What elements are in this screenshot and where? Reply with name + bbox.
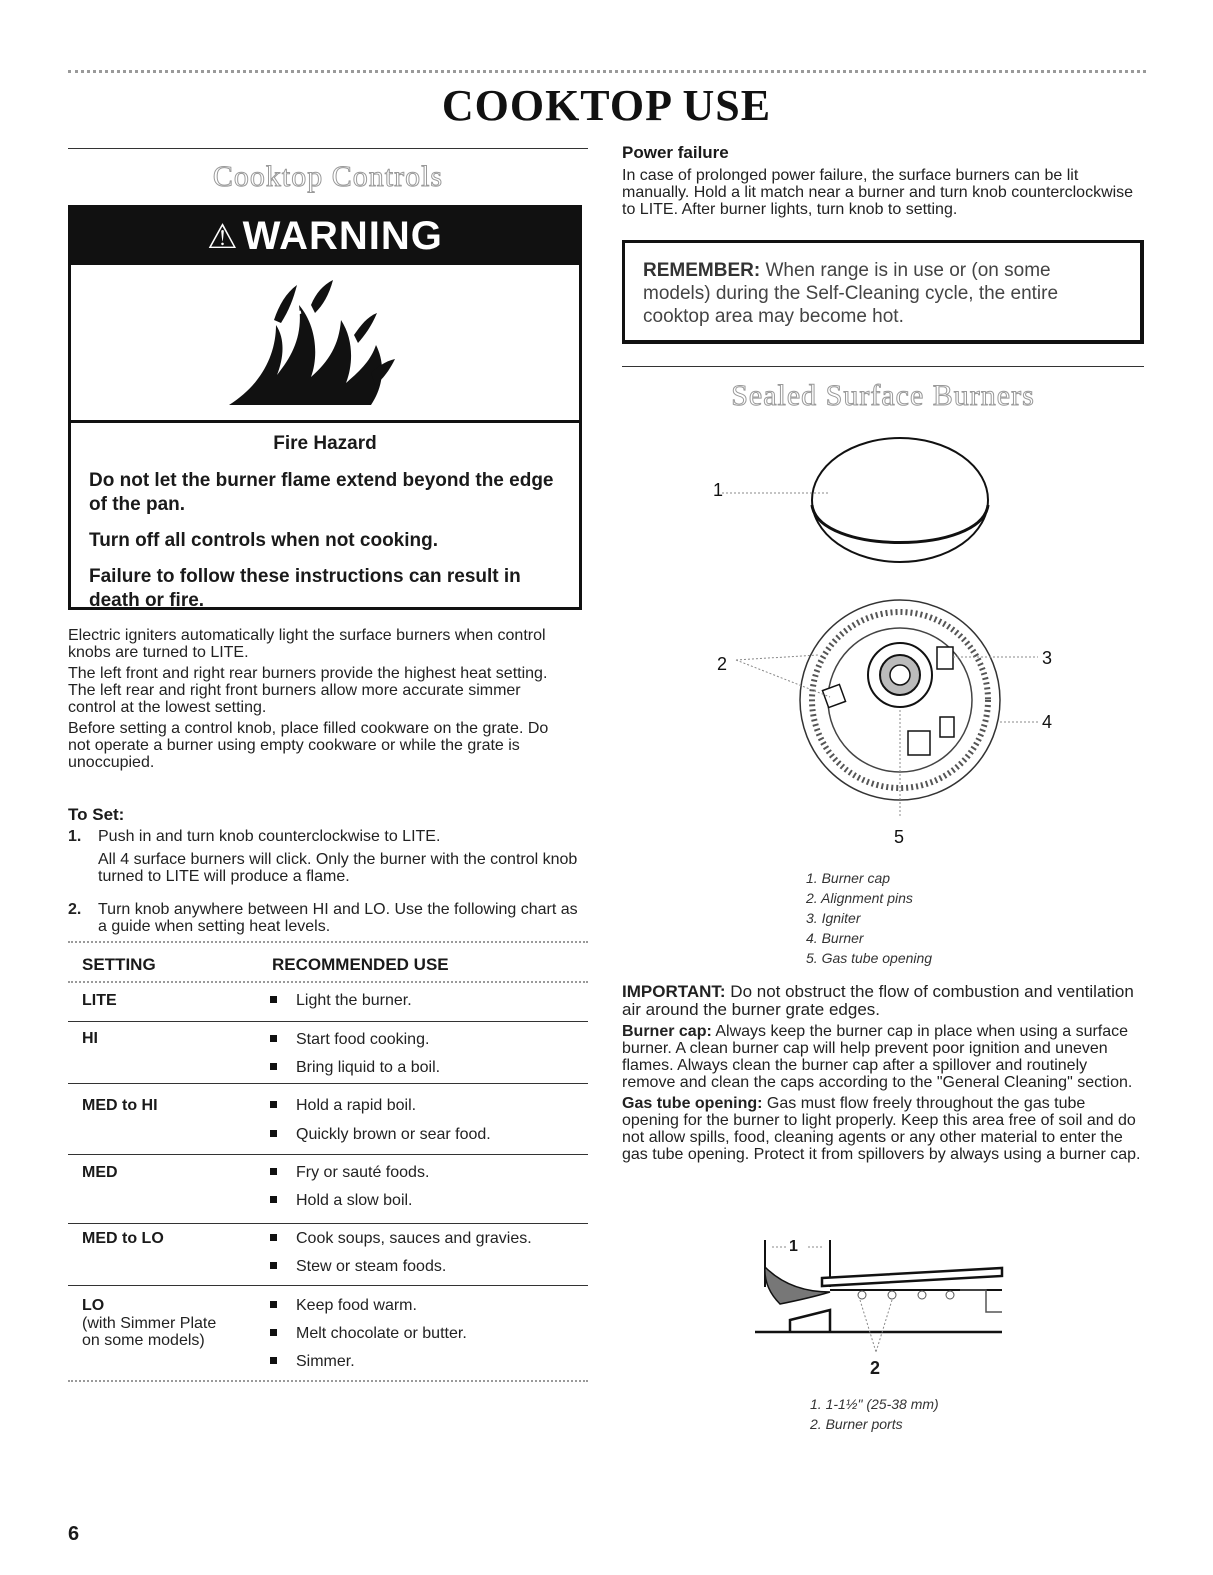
- setting-note: (with Simmer Plate: [82, 1315, 217, 1332]
- flame-height-callout-2: 2: [870, 1358, 881, 1378]
- table-top-rule: [68, 941, 588, 943]
- table-row: [68, 1154, 588, 1224]
- flame-icon: [71, 265, 579, 423]
- caption: 5. Gas tube opening: [806, 950, 933, 966]
- recommended-use: Melt chocolate or butter.: [270, 1325, 467, 1343]
- setting-name: LITE: [82, 992, 117, 1009]
- table-bottom-rule: [68, 1380, 588, 1382]
- page-title: COOKTOP USE: [441, 81, 772, 130]
- bullet-icon: [270, 1168, 277, 1175]
- flame-height-captions: [810, 1394, 939, 1434]
- gas-tube-text: Gas must flow freely throughout the gas tube opening for the burner to light properly. Keep this area free of soil and do not allow spills, food, cleaning agents or any other material to enter the gas tube opening. Protect it from spillovers by always using a burner cap.: [622, 1095, 1141, 1163]
- warning-box: [68, 205, 582, 610]
- remember-box: [622, 240, 1144, 344]
- recommended-use: Bring liquid to a boil.: [270, 1059, 440, 1077]
- setting-name: MED: [82, 1164, 118, 1181]
- setting-name: LO: [82, 1297, 105, 1314]
- bullet-icon: [270, 1262, 277, 1269]
- warning-header: [71, 208, 579, 265]
- warning-line: Do not let the burner flame extend beyond the edge of the pan.: [89, 470, 554, 515]
- page-number: 6: [68, 1523, 80, 1545]
- gas-tube-label: Gas tube opening:: [622, 1095, 763, 1112]
- callout-1: 1: [713, 480, 724, 500]
- recommended-use: Start food cooking.: [270, 1031, 429, 1049]
- step-text: Turn knob anywhere between HI and LO. Use the following chart as a guide when setting heat levels.: [98, 901, 578, 935]
- controls-description: [68, 627, 568, 775]
- caption: 2. Burner ports: [810, 1416, 903, 1432]
- important-text: Do not obstruct the flow of combustion and ventilation air around the burner grate edges.: [622, 982, 1134, 1019]
- step-number: 1.: [68, 828, 82, 845]
- top-rule: [68, 70, 1146, 73]
- bullet-icon: [270, 1234, 277, 1241]
- caption: 4. Burner: [806, 930, 864, 946]
- bullet-icon: [270, 1130, 277, 1137]
- step-1: [68, 828, 588, 885]
- warning-line: Turn off all controls when not cooking.: [89, 530, 439, 551]
- callout-3: 3: [1042, 648, 1053, 668]
- paragraph: Electric igniters automatically light the surface burners when control knobs are turned to LITE.: [68, 627, 546, 661]
- remember-label: REMEMBER:: [643, 260, 761, 281]
- power-failure-heading: Power failure: [622, 143, 729, 162]
- warning-triangle-icon: ⚠: [207, 217, 239, 256]
- burner-captions: [806, 868, 932, 968]
- recommended-use: Simmer.: [270, 1353, 355, 1371]
- recommended-use: Fry or sauté foods.: [270, 1164, 429, 1182]
- callout-2: 2: [717, 654, 728, 674]
- bullet-icon: [270, 1101, 277, 1108]
- burner-diagram: [700, 425, 1070, 850]
- power-failure-text: In case of prolonged power failure, the surface burners can be lit manually. Hold a lit match near a burner and turn knob counterclockwise to LITE. After burner lights, turn knob to setting.: [622, 167, 1134, 218]
- important-label: IMPORTANT:: [622, 982, 726, 1001]
- table-row: [68, 1083, 588, 1155]
- callout-5: 5: [894, 827, 905, 847]
- warning-line: Failure to follow these instructions can result in death or fire.: [89, 566, 521, 611]
- bullet-icon: [270, 1063, 277, 1070]
- caption: 1. Burner cap: [806, 870, 891, 886]
- step-note: All 4 surface burners will click. Only the burner with the control knob turned to LITE will produce a flame.: [98, 851, 578, 885]
- burner-cap-label: Burner cap:: [622, 1023, 712, 1040]
- recommended-use: Hold a rapid boil.: [270, 1097, 416, 1115]
- setting-note: on some models): [82, 1332, 205, 1349]
- burner-cap-text: Always keep the burner cap in place when using a surface burner. A clean burner cap will help prevent poor ignition and uneven flames. Always clean the burner cap after a spillover and routinely remove and clean the caps according to the "General Cleaning" section.: [622, 1023, 1133, 1091]
- burner-notes: [622, 983, 1144, 1167]
- section-rule: [622, 366, 1144, 367]
- caption: 3. Igniter: [806, 910, 861, 926]
- recommended-use: Hold a slow boil.: [270, 1192, 413, 1210]
- table-header-rule: [68, 981, 588, 983]
- step-text: Push in and turn knob counterclockwise to LITE.: [98, 828, 441, 845]
- warning-label: WARNING: [242, 214, 443, 258]
- table-header-setting: SETTING: [82, 955, 156, 974]
- bullet-icon: [270, 1329, 277, 1336]
- bullet-icon: [270, 1357, 277, 1364]
- recommended-use: Quickly brown or sear food.: [270, 1126, 491, 1144]
- paragraph: The left front and right rear burners provide the highest heat setting. The left rear and right front burners allow more accurate simmer control at the lowest setting.: [68, 665, 548, 716]
- remember-text: When range is in use or (on some models) during the Self-Cleaning cycle, the entire cooktop area may become hot.: [643, 260, 1059, 327]
- table-row: [68, 1223, 588, 1286]
- flame-height-callout-1: 1: [789, 1238, 798, 1255]
- step-number: 2.: [68, 901, 82, 918]
- bullet-icon: [270, 1035, 277, 1042]
- setting-name: MED to LO: [82, 1230, 164, 1247]
- caption: 2. Alignment pins: [806, 890, 913, 906]
- bullet-icon: [270, 1301, 277, 1308]
- section-rule: [68, 148, 588, 149]
- to-set-heading: To Set:: [68, 805, 125, 824]
- table-row: [68, 1021, 588, 1084]
- caption: 1. 1-1½" (25-38 mm): [810, 1396, 939, 1412]
- paragraph: Before setting a control knob, place filled cookware on the grate. Do not operate a burner using empty cookware or while the grate is unoccupied.: [68, 720, 549, 771]
- recommended-use: Stew or steam foods.: [270, 1258, 446, 1276]
- table-row: [68, 1285, 588, 1376]
- cooktop-controls-heading: Cooktop Controls: [212, 160, 444, 193]
- bullet-icon: [270, 1196, 277, 1203]
- table-row: [68, 986, 588, 1021]
- bullet-icon: [270, 996, 277, 1003]
- setting-name: HI: [82, 1030, 98, 1047]
- step-2: [68, 901, 588, 935]
- recommended-use: Keep food warm.: [270, 1297, 417, 1315]
- table-header-use: RECOMMENDED USE: [272, 955, 449, 974]
- callout-4: 4: [1042, 712, 1053, 732]
- recommended-use: Cook soups, sauces and gravies.: [270, 1230, 532, 1248]
- recommended-use: Light the burner.: [270, 992, 412, 1010]
- setting-name: MED to HI: [82, 1097, 158, 1114]
- sealed-burners-heading: Sealed Surface Burners: [731, 379, 1035, 412]
- fire-hazard-title: Fire Hazard: [273, 433, 377, 454]
